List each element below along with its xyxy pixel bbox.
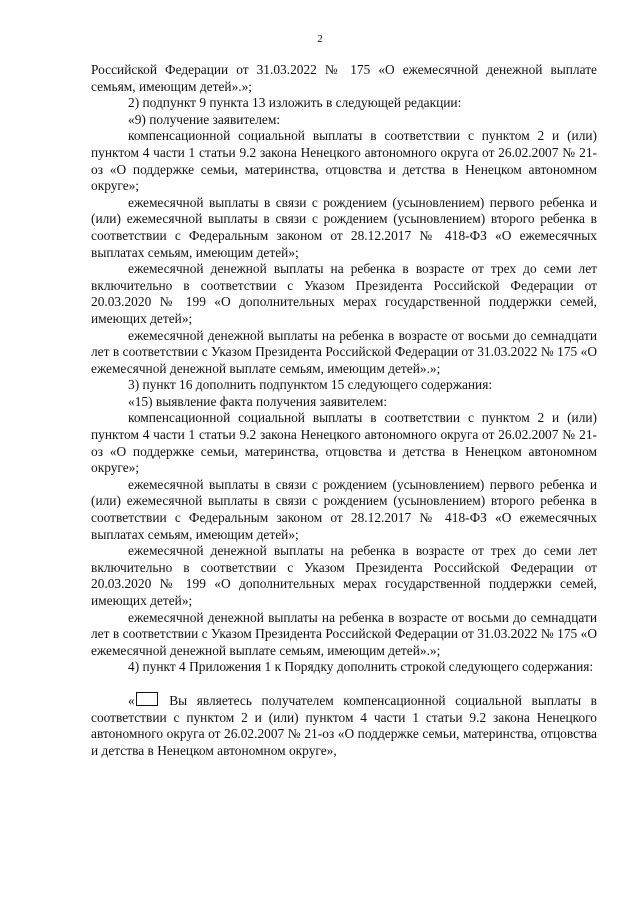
paragraph: компенсационной социальной выплаты в соответствии с пунктом 2 и (или) пунктом 4 части 1 статьи 9.2 закона Ненецкого автономного округа от 26.02.2007 № 21-оз «О поддержке семьи, материнства, отцовства и детства в Ненецком автономном округе»; [91, 128, 597, 194]
paragraph: Российской Федерации от 31.03.2022 № 175 «О ежемесячной денежной выплате семьям, имеющим детей».»; [91, 62, 597, 94]
checkbox-square-icon [136, 692, 158, 706]
paragraph: «15) выявление факта получения заявителем: [128, 393, 388, 409]
paragraph: ежемесячной выплаты в связи с рождением (усыновлением) первого ребенка и (или) ежемесячной выплаты в связи с рождением (усыновлением) второго ребенка в соответствии с Федеральным законом от 28.12.2017 № 418-ФЗ «О ежемесячных выплатах семьям, имеющим детей»; [91, 194, 597, 260]
checkbox-paragraph-text: Вы являетесь получателем компенсационной социальной выплаты в соответствии с пунктом 2 и (или) пунктом 4 части 1 статьи 9.2 закона Ненецкого автономного округа от 26.02.2007 № 21-оз «О поддержке семьи, материнства, отцовства и детства в Ненецком автономном округе», [91, 692, 597, 758]
spacer [91, 676, 597, 692]
paragraph: 4) пункт 4 Приложения 1 к Порядку дополнить строкой следующего содержания: [128, 659, 594, 675]
paragraph: ежемесячной денежной выплаты на ребенка в возрасте от трех до семи лет включительно в соответствии с Указом Президента Российской Федерации от 20.03.2020 № 199 «О дополнительных мерах государственной поддержки семей, имеющих детей»; [91, 261, 597, 326]
paragraph: «9) получение заявителем: [128, 111, 281, 127]
paragraph: ежемесячной денежной выплаты на ребенка в возрасте от восьми до семнадцати лет в соответствии с Указом Президента Российской Федерации от 31.03.2022 № 175 «О ежемесячной денежной выплате семьям, имеющим детей».»; [91, 609, 597, 658]
paragraph: ежемесячной денежной выплаты на ребенка в возрасте от трех до семи лет включительно в соответствии с Указом Президента Российской Федерации от 20.03.2020 № 199 «О дополнительных мерах государственной поддержки семей, имеющих детей»; [91, 543, 597, 608]
checkbox-paragraph [91, 692, 597, 759]
paragraph: ежемесячной выплаты в связи с рождением (усыновлением) первого ребенка и (или) ежемесячной выплаты в связи с рождением (усыновлением) второго ребенка в соответствии с Федеральным законом от 28.12.2017 № 418-ФЗ «О ежемесячных выплатах семьям, имеющим детей»; [91, 476, 597, 542]
paragraph: 3) пункт 16 дополнить подпунктом 15 следующего содержания: [128, 377, 493, 393]
paragraph: 2) подпункт 9 пункта 13 изложить в следующей редакции: [128, 95, 462, 111]
paragraph: ежемесячной денежной выплаты на ребенка в возрасте от восьми до семнадцати лет в соответствии с Указом Президента Российской Федерации от 31.03.2022 № 175 «О ежемесячной денежной выплате семьям, имеющим детей».»; [91, 327, 597, 376]
open-quote: « [128, 692, 135, 708]
page-number: 2 [317, 33, 323, 45]
document-body [91, 62, 597, 759]
paragraph: компенсационной социальной выплаты в соответствии с пунктом 2 и (или) пунктом 4 части 1 статьи 9.2 закона Ненецкого автономного округа от 26.02.2007 № 21-оз «О поддержке семьи, материнства, отцовства и детства в Ненецком автономном округе»; [91, 410, 597, 476]
